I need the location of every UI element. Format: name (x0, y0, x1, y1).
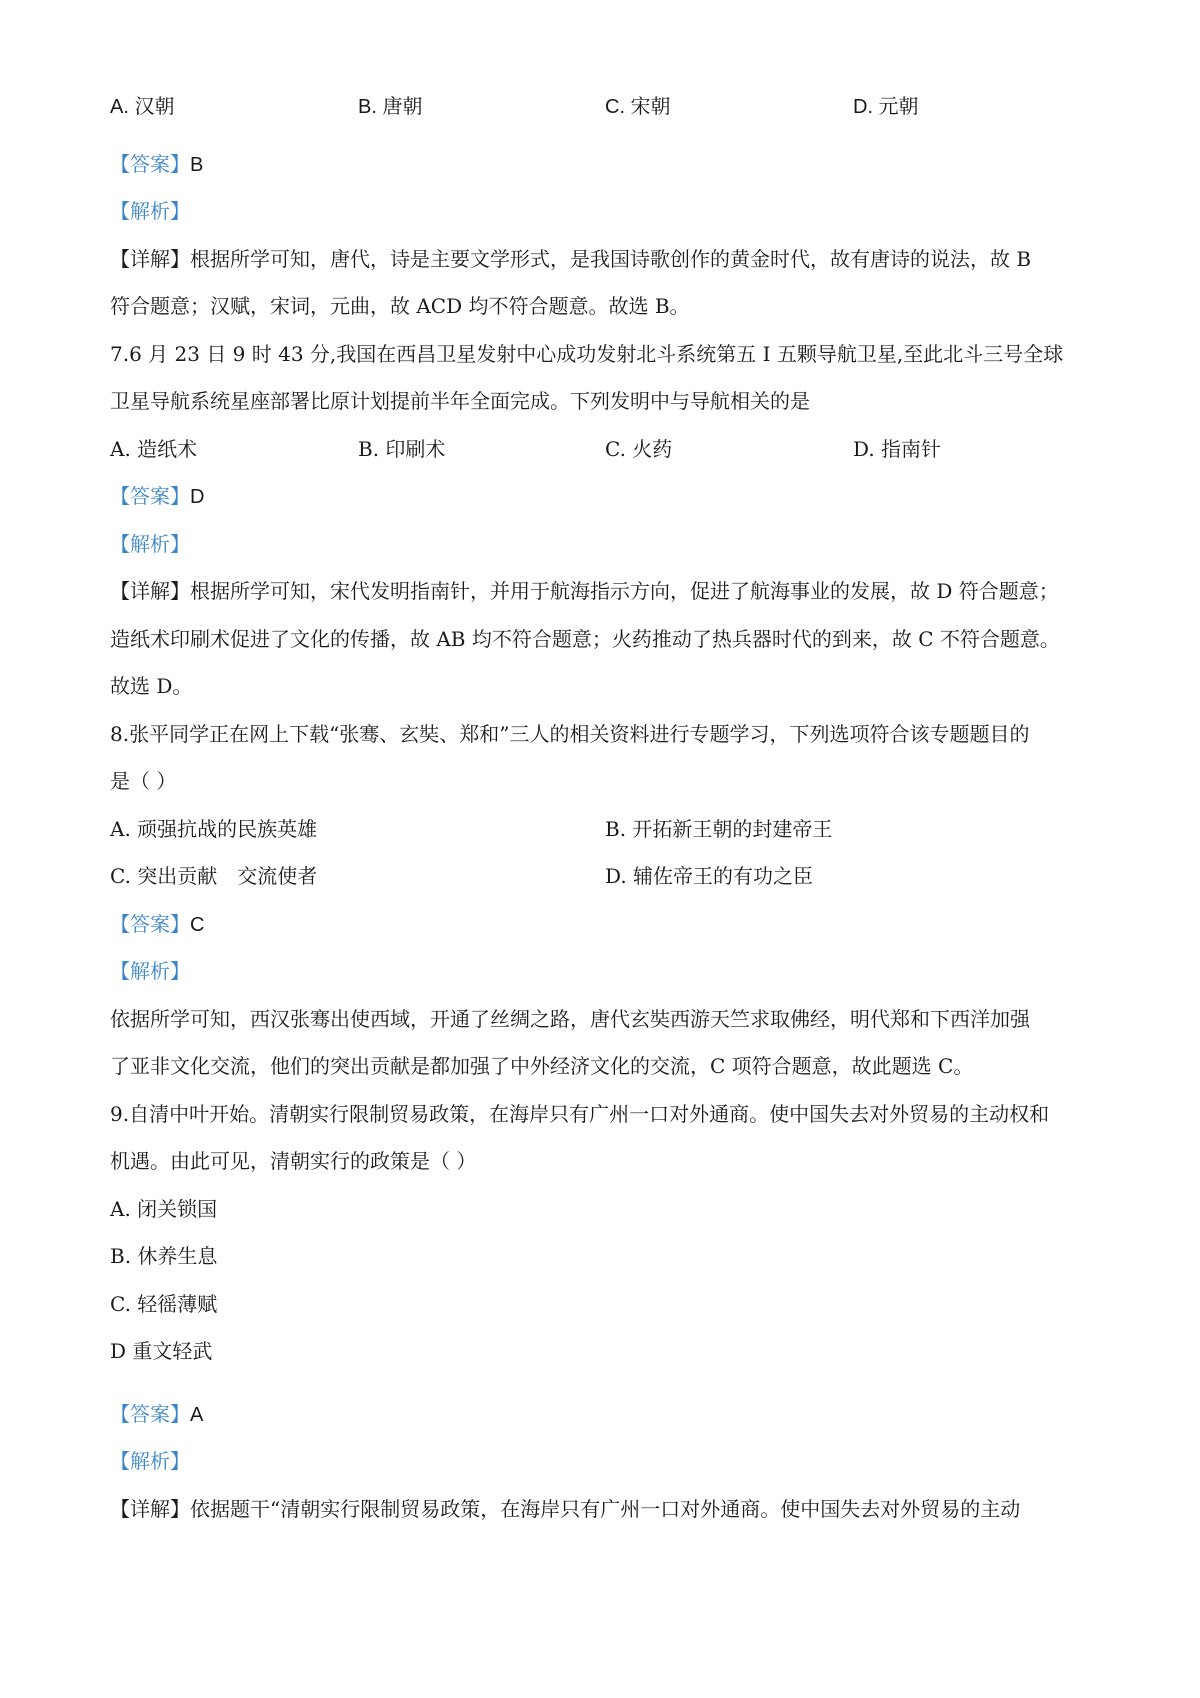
answer-tag: 【答案】 (110, 1402, 190, 1426)
q9-analysis-tag: 【解析】 (110, 1449, 190, 1473)
q8-detail-line1: 依据所学可知，西汉张骞出使西域，开通了丝绸之路，唐代玄奘西游天竺求取佛经，明代郑和下西洋加强 (110, 1007, 1030, 1031)
q6-option-b: B. 唐朝 (358, 96, 423, 118)
q8-option-a: A. 顽强抗战的民族英雄 (110, 817, 318, 841)
q7-detail-line1: 【详解】根据所学可知，宋代发明指南针，并用于航海指示方向，促进了航海事业的发展，故 D 符合题意； (110, 579, 1059, 603)
q8-option-c: C. 突出贡献 交流使者 (110, 864, 318, 888)
q9-stem-line2: 机遇。由此可见，清朝实行的政策是（ ） (110, 1149, 477, 1173)
q7-analysis-tag: 【解析】 (110, 532, 190, 556)
q6-analysis-tag: 【解析】 (110, 199, 190, 223)
answer-value: A (190, 1404, 204, 1426)
q6-option-a: A. 汉朝 (110, 96, 175, 118)
q7-option-a: A. 造纸术 (110, 437, 198, 461)
answer-value: B (190, 154, 204, 176)
q6-detail-line2: 符合题意；汉赋，宋词，元曲，故 ACD 均不符合题意。故选 B。 (110, 294, 690, 318)
q7-option-c: C. 火药 (605, 437, 673, 461)
q7-stem-line1: 7.6 月 23 日 9 时 43 分,我国在西昌卫星发射中心成功发射北斗系统第五 I 五颗导航卫星,至此北斗三号全球 (110, 342, 1064, 366)
q7-answer (110, 482, 204, 511)
q7-detail-line2: 造纸术印刷术促进了文化的传播，故 AB 均不符合题意；火药推动了热兵器时代的到来，故 C 不符合题意。 (110, 627, 1060, 651)
answer-tag: 【答案】 (110, 912, 190, 936)
q8-option-b: B. 开拓新王朝的封建帝王 (605, 817, 833, 841)
q9-stem-line1: 9.自清中叶开始。清朝实行限制贸易政策，在海岸只有广州一口对外通商。使中国失去对外贸易的主动权和 (110, 1102, 1050, 1126)
q8-option-d: D. 辅佐帝王的有功之臣 (605, 864, 814, 888)
answer-value: C (190, 914, 205, 936)
answer-tag: 【答案】 (110, 152, 190, 176)
q6-detail-line1: 【详解】根据所学可知，唐代，诗是主要文学形式，是我国诗歌创作的黄金时代，故有唐诗的说法，故 B (110, 247, 1032, 271)
q9-option-c: C. 轻徭薄赋 (110, 1292, 218, 1316)
q9-option-a: A. 闭关锁国 (110, 1197, 218, 1221)
q7-stem-line2: 卫星导航系统星座部署比原计划提前半年全面完成。下列发明中与导航相关的是 (110, 389, 810, 413)
q9-option-d: D 重文轻武 (110, 1339, 213, 1363)
q9-option-b: B. 休养生息 (110, 1244, 218, 1268)
q9-detail-line1: 【详解】依据题干“清朝实行限制贸易政策，在海岸只有广州一口对外通商。使中国失去对外贸易的主动 (110, 1497, 1021, 1521)
q6-option-c: C. 宋朝 (605, 96, 671, 118)
q6-option-d: D. 元朝 (853, 96, 919, 118)
q8-answer (110, 910, 204, 939)
q6-answer (110, 150, 203, 179)
q8-stem-line1: 8.张平同学正在网上下载“张骞、玄奘、郑和”三人的相关资料进行专题学习，下列选项符合该专题题目的 (110, 722, 1030, 746)
q8-stem-line2: 是（ ） (110, 769, 177, 793)
q8-detail-line2: 了亚非文化交流，他们的突出贡献是都加强了中外经济文化的交流，C 项符合题意，故此题选 C。 (110, 1054, 974, 1078)
q7-detail-line3: 故选 D。 (110, 674, 193, 698)
answer-value: D (190, 486, 205, 508)
q8-analysis-tag: 【解析】 (110, 959, 190, 983)
q7-option-d: D. 指南针 (853, 437, 942, 461)
q7-option-b: B. 印刷术 (358, 437, 446, 461)
answer-tag: 【答案】 (110, 484, 190, 508)
q9-answer (110, 1400, 203, 1429)
